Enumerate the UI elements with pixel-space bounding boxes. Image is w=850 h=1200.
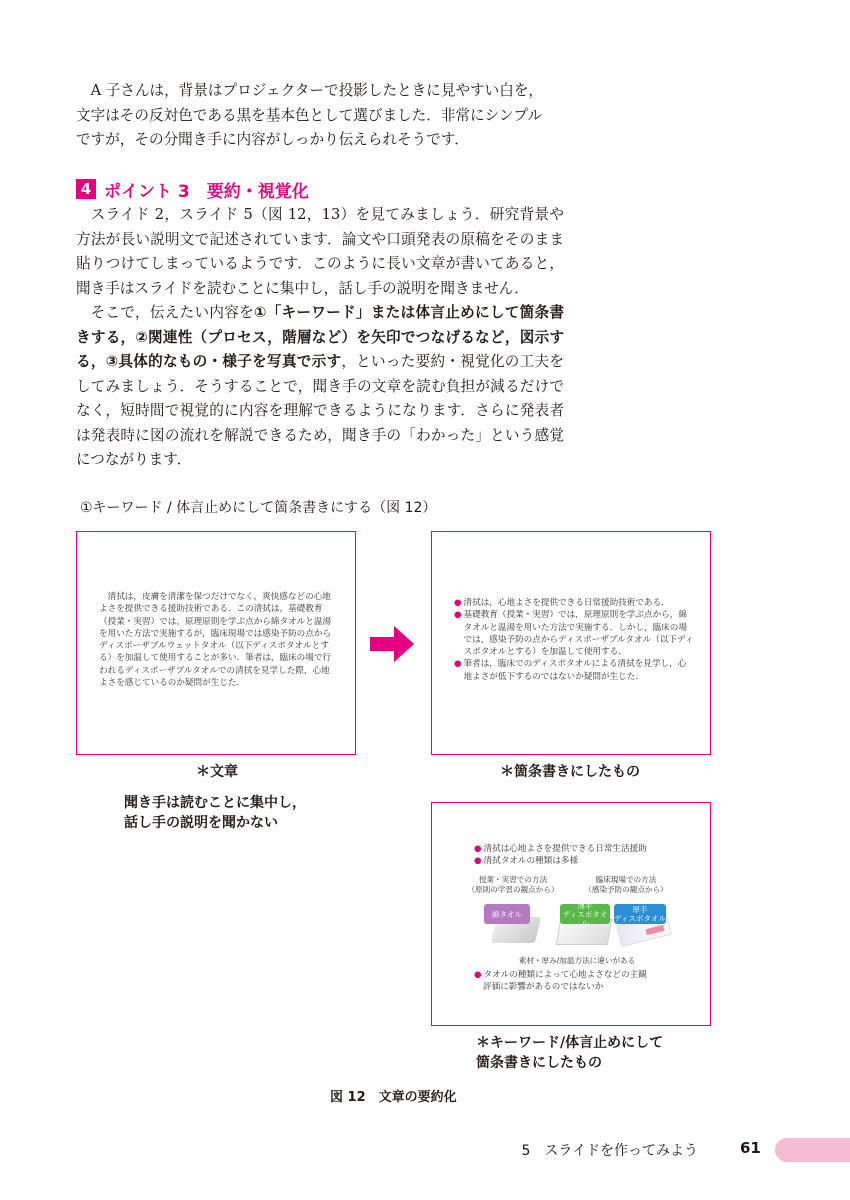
list-item-text: 評価に影響があるのではないか (483, 982, 604, 993)
bullet-icon: ● (474, 856, 482, 867)
keyword-list (474, 843, 694, 868)
slide-bullet-version (431, 531, 711, 755)
intro-line: A 子さんは，背景はプロジェクターで投影したときに見やすい白を， (90, 82, 544, 99)
caption-line: ＊キーワード/体言止めにして (476, 1035, 664, 1051)
figure-caption: 図 12 文章の要約化 (330, 1090, 457, 1105)
slide-bullet-caption: ＊箇条書きにしたもの (500, 764, 640, 780)
section-paragraph-2 (76, 301, 564, 473)
column-method-training (458, 875, 568, 895)
list-item (474, 969, 694, 981)
paragraph-2-start: そこで，伝えたい内容を (90, 304, 254, 321)
column-line: 臨床現場での方法 (595, 875, 657, 884)
arrow-right-icon (370, 626, 414, 662)
bullet-icon: ● (474, 844, 482, 854)
slide-text-version (76, 531, 356, 755)
keyword-conclusion (474, 969, 694, 994)
slide-keyword-caption (476, 1033, 663, 1073)
list-item-text: 清拭は，心地よさを提供できる日常援助技術である． (463, 598, 670, 608)
bullet-icon: ● (454, 610, 462, 621)
note-line: 聞き手は読むことに集中し， (124, 795, 306, 811)
chip-label: 薄手 (577, 900, 593, 910)
section-paragraph-1: スライド 2，スライド 5（図 12，13）を見てみましょう．研究背景や方法が長い説明文で記述されています．論文や口頭発表の原稿をそのまま貼りつけてしまっているようです．このように長い文章が書いてあると，聞き手はスライドを読むことに集中し，話し手の説明を聞きません． (76, 206, 564, 297)
list-item-text: 清拭タオルの種類は多様 (483, 856, 579, 867)
intro-paragraph (76, 79, 564, 153)
paragraph-2-end: ，といった要約・視覚化の工夫をしてみましょう．そうすることで，聞き手の文章を読む負担が減るだけでなく，短時間で視覚的に内容を理解できるようになります．さらに発表者は発表時に図の流れを解説できるため，聞き手の「わかった」という感覚につながります． (76, 353, 564, 468)
list-item (474, 855, 694, 867)
figure-subheading: ①キーワード / 体言止めにして箇条書きにする（図 12） (80, 500, 437, 516)
chip-label: 綿タオル (492, 909, 522, 919)
section-title: ポイント 3 要約・視覚化 (104, 181, 309, 202)
slide-keyword-version (431, 802, 711, 1026)
list-item-text: 基礎教育（授業・実習）では，原理原則を学ぶ点から，綿タオルと温湯を用いた方法で実施する．しかし，臨床の場では，感染予防の点からディスポーザブルタオル（以下ディスポタオルとする）を加温して使用する． (463, 610, 694, 658)
materials-note: 素材・厚み/加温方法に違いがある (518, 956, 636, 965)
list-item-text: 筆者は，臨床でのディスポタオルによる清拭を見学し，心地よさが低下するのではないか疑問が生じた． (463, 659, 687, 682)
chip-label: 厚手 (632, 905, 648, 914)
list-item (474, 843, 694, 855)
footer-tab (775, 1138, 850, 1162)
paragraph-2-bold: ①「キーワード」または体言止めにして箇条書きする，②関連性（プロセス，階層など）を矢印でつなげるなど，図示する，③具体的なもの・様子を写真で示す (76, 304, 564, 370)
bullet-icon: ● (454, 659, 462, 670)
slide-text-note (124, 793, 306, 833)
chip-label: ディスポタオル (562, 909, 608, 928)
note-line: 話し手の説明を聞かない (124, 815, 278, 831)
slide-text-caption: ＊文章 (196, 764, 238, 780)
chip-thin-disposable (560, 900, 610, 928)
section-body (76, 203, 564, 473)
list-item (454, 609, 694, 658)
list-item-text: タオルの種類によって心地よさなどの主観 (483, 970, 647, 980)
bullet-icon: ● (454, 598, 462, 608)
column-line: （原則の学習の観点から） (467, 885, 559, 894)
intro-line: ですが，その分聞き手に内容がしっかり伝えられそうです． (76, 131, 469, 148)
list-item (454, 658, 694, 683)
column-line: （感染予防の観点から） (584, 885, 668, 894)
page-number: 61 (740, 1139, 761, 1157)
list-item-text: 清拭は心地よさを提供できる日常生活援助 (483, 844, 647, 854)
section-heading (76, 176, 309, 202)
column-line: 授業・実習での方法 (478, 875, 548, 884)
section-number-badge: 4 (76, 179, 96, 199)
chip-cotton-towel (484, 904, 530, 924)
bullet-icon: ● (474, 970, 482, 980)
chip-label: ディスポタオル (614, 914, 666, 923)
footer-chapter: 5 スライドを作ってみよう (521, 1143, 698, 1159)
intro-line: 文字はその反対色である黒を基本色として選びました．非常にシンプル (76, 106, 543, 124)
chip-thick-disposable (614, 904, 666, 924)
caption-line: 箇条書きにしたもの (476, 1055, 602, 1071)
list-item (454, 597, 694, 609)
column-method-clinical (568, 875, 684, 895)
bullet-list (454, 597, 694, 683)
slide-text-body: 清拭は，皮膚を清潔を保つだけでなく，爽快感などの心地よさを提供できる援助技術である．この清拭は，基礎教育（授業・実習）では，原理原則を学ぶ点から綿タオルと温湯を用いた方法で実施するが，臨床現場では感染予防の点からディスポーザブルウェットタオル（以下ディスポタオルとする）を加温して使用することが多い．筆者は，臨床の場で行われるディスポーザブルタオルでの清拭を見学した際，心地よさを感じているのか疑問が生じた． (99, 592, 332, 689)
